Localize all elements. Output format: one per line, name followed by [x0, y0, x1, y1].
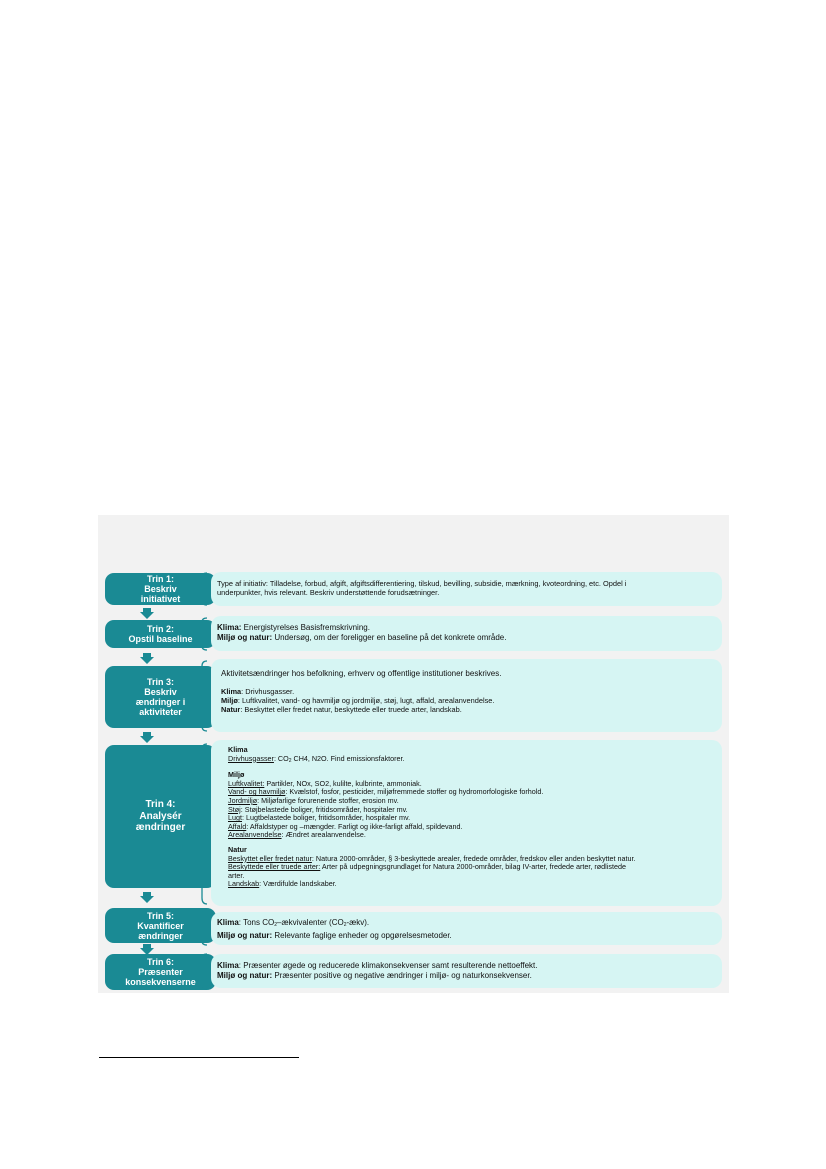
step-2-miljo-line [217, 633, 716, 643]
klima-heading: Klima [228, 745, 248, 754]
klima-text: -ækv). [346, 918, 370, 927]
curly-bracket-icon [197, 743, 208, 905]
miljo-label: Miljø og natur: [217, 930, 273, 940]
miljo-heading: Miljø [228, 770, 245, 780]
miljo-item-label: Jordmiljø [228, 795, 258, 805]
natur-item-text: Arter på udpegningsgrundlaget for Natura 2000-områder, bilag IV-arter, fredede arter, rødlistede [320, 862, 626, 872]
down-arrow-icon [140, 892, 154, 903]
klima-text: Energistyrelses Basisfremskrivning. [241, 623, 370, 632]
natur-item [228, 863, 716, 872]
step-5-klima-line [217, 918, 716, 931]
step-3-line-3: ændringer i [135, 697, 186, 707]
step-6-line-1: Trin 6: [146, 957, 174, 967]
miljo-item-text: : Støjbelastede boliger, fritidsområder, hospitaler mv. [240, 804, 408, 814]
step-1-line-3: initiativet [140, 594, 181, 604]
step-3-miljo-line [221, 696, 716, 705]
miljo-item-text: : Affaldstyper og –mængder. Farligt og ikke-farligt affald, spildevand. [246, 821, 463, 831]
step-5-description [211, 912, 722, 945]
natur-item-label: Landskab [228, 879, 260, 889]
natur-heading: Natur [228, 844, 247, 854]
natur-item [228, 880, 716, 889]
step-6-description [211, 954, 722, 988]
miljo-text: : Luftkvalitet, vand- og havmiljø og jordmiljø, støj, lugt, affald, arealanvendelse. [237, 695, 495, 705]
step-5-miljo-line [217, 931, 716, 941]
miljo-item-label: Luftkvalitet: [228, 778, 265, 788]
step-5-line-1: Trin 5: [146, 910, 174, 921]
miljo-label: Miljø og natur: [217, 632, 273, 642]
curly-bracket-icon [197, 572, 208, 606]
step-1-description [211, 572, 722, 606]
klima-text: : Tons CO [238, 918, 275, 927]
klima-text: : Drivhusgasser. [241, 686, 295, 696]
drivhus-post: CH4, N2O. Find emissionsfaktorer. [291, 753, 405, 763]
miljo-item-text: Partikler, NOx, SO2, kulilte, kulbrinte, ammoniak. [264, 778, 422, 788]
drivhus-label: Drivhusgasser [228, 753, 274, 763]
step-3-description [211, 659, 722, 732]
klima-sub: 2 [274, 922, 277, 928]
miljo-item-text: : Miljøfarlige forurenende stoffer, erosion mv. [257, 795, 399, 805]
miljo-item-label: Støj [228, 804, 241, 814]
step-1-text-line-1: Type af initiativ: Tilladelse, forbud, afgift, afgiftsdifferentiering, tilskud, bevilling, subsidie, mærkning, kvoteordning, etc. Opdel i [217, 579, 627, 588]
miljo-label: Miljø og natur: [217, 970, 273, 980]
miljo-text: Relevante faglige enheder og opgørelsesmetoder. [272, 930, 452, 940]
step-3-line-1: Trin 3: [146, 677, 174, 687]
miljo-item-label: Lugt [228, 813, 242, 823]
step-4-line-3: ændringer [135, 822, 186, 834]
klima-sub: 2 [343, 922, 347, 928]
klima-text: : Præsenter øgede og reducerede klimakonsekvenser samt resulterende nettoeffekt. [238, 961, 538, 970]
klima-label: Klima [217, 918, 239, 927]
klima-label: Klima [217, 961, 239, 970]
step-6-line-2: Præsenter [138, 967, 183, 977]
step-6-miljo-line [217, 971, 716, 981]
step-6-klima-line [217, 961, 716, 971]
step-1-line-2: Beskriv [144, 584, 177, 594]
klima-label: Klima [221, 686, 242, 696]
miljo-text: Undersøg, om der foreligger en baseline på det konkrete område. [272, 632, 507, 642]
miljo-text: Præsenter positive og negative ændringer i miljø- og naturkonsekvenser. [272, 970, 532, 980]
step-3-klima-line [221, 687, 716, 696]
box4-drivhus-line [228, 755, 716, 766]
down-arrow-icon [140, 732, 154, 743]
miljo-item-text: : Lugtbelastede boliger, fritidsområder, hospitaler mv. [242, 813, 411, 823]
step-2-klima-line [217, 623, 716, 633]
footnote-separator [99, 1057, 299, 1058]
step-3-line-2: Beskriv [144, 687, 177, 697]
miljo-label: Miljø [221, 695, 238, 705]
curly-bracket-icon [197, 953, 208, 989]
curly-bracket-icon [197, 660, 208, 732]
natur-item-label: Beskyttede eller truede arter: [228, 862, 321, 872]
drivhus-pre: : CO [273, 753, 289, 763]
step-1-text-line-2: underpunkter, hvis relevant. Beskriv understøttende forudsætninger. [217, 588, 440, 597]
miljo-item-label: Vand- og havmiljø [228, 787, 286, 797]
miljo-item [228, 831, 716, 840]
natur-item-cont: arter. [228, 870, 245, 880]
drivhus-sub: 2 [288, 757, 292, 764]
step-5-line-3: ændringer [138, 930, 183, 941]
step-2-description [211, 616, 722, 651]
step-4-description [211, 740, 722, 906]
down-arrow-icon [140, 608, 154, 619]
step-3-natur-line [221, 705, 716, 714]
natur-item-label: Beskyttet eller fredet natur [228, 853, 312, 863]
step-4-line-1: Trin 4: [145, 799, 176, 811]
natur-item-text: : Værdifulde landskaber. [259, 879, 337, 889]
natur-text: : Beskyttet eller fredet natur, beskyttede eller truede arter, landskab. [240, 704, 462, 714]
down-arrow-icon [140, 944, 154, 955]
step-1-line-1: Trin 1: [146, 574, 174, 584]
natur-label: Natur [221, 704, 241, 714]
step-6-line-3: konsekvenserne [125, 977, 196, 987]
step-3-line-4: aktiviteter [139, 707, 182, 717]
step-2-line-2: Opstil baseline [128, 634, 193, 644]
klima-text: –ækvivalenter (CO [277, 918, 344, 927]
step-5-line-2: Kvantificer [137, 920, 184, 931]
step-4-line-2: Analysér [139, 810, 182, 822]
down-arrow-icon [140, 653, 154, 664]
miljo-item-text: : Ændret arealanvendelse. [281, 830, 366, 840]
curly-bracket-icon [197, 617, 208, 651]
curly-bracket-icon [197, 910, 208, 946]
klima-label: Klima: [217, 623, 242, 632]
miljo-item-label: Arealanvendelse [228, 830, 282, 840]
step-3-intro: Aktivitetsændringer hos befolkning, erhverv og offentlige institutioner beskrives. [221, 669, 502, 678]
step-2-line-1: Trin 2: [146, 624, 174, 634]
miljo-item-label: Affald [228, 821, 247, 831]
miljo-item-text: : Kvælstof, fosfor, pesticider, miljøfremmede stoffer og hydromorfologiske forhold. [285, 787, 544, 797]
natur-item-text: : Natura 2000-områder, § 3-beskyttede arealer, fredede områder, fredskov eller anden beskyttet natur. [311, 853, 636, 863]
process-diagram [98, 515, 729, 993]
